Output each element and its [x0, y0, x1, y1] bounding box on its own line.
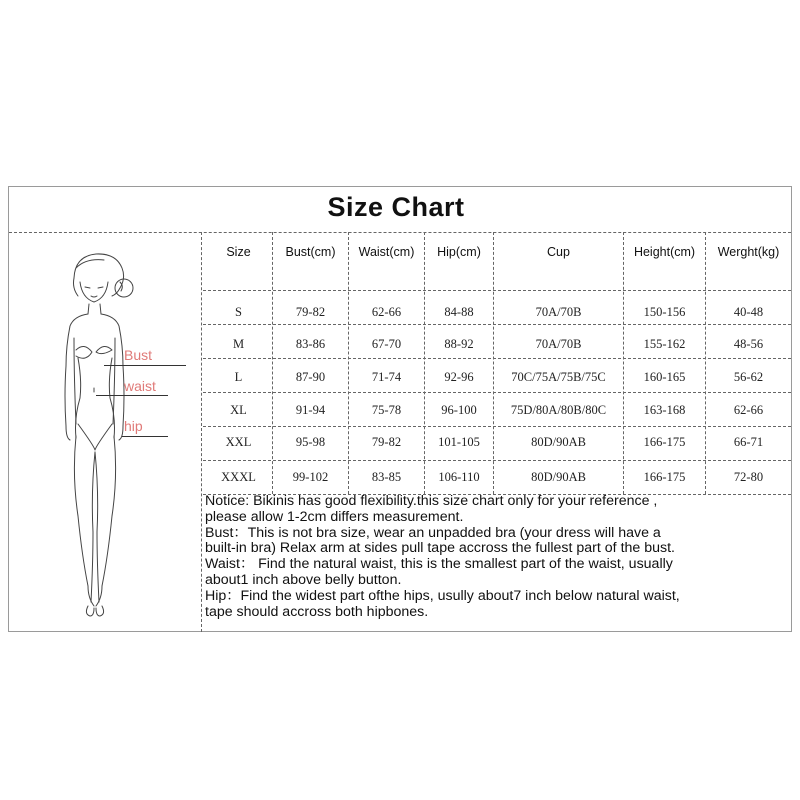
cell-waist: 71-74	[371, 369, 402, 384]
notes-line: Waist： Find the natural waist, this is the smallest part of the waist, usually	[205, 556, 673, 573]
cell-cup: 80D/90AB	[531, 434, 586, 449]
cell-cup: 70C/75A/75B/75C	[511, 369, 606, 384]
notes-line: Hip：Find the widest part ofthe hips, usully about7 inch below natural waist,	[205, 587, 680, 604]
cell-bust: 83-86	[295, 336, 326, 351]
notes-line: about1 inch above belly button.	[205, 571, 402, 588]
cell-height: 166-175	[643, 469, 686, 484]
cell-cup: 80D/90AB	[531, 469, 586, 484]
cell-bust: 79-82	[295, 304, 326, 319]
header-weight: Werght(kg)	[717, 245, 780, 259]
body-figure-illustration	[40, 238, 200, 628]
cell-waist: 79-82	[371, 434, 402, 449]
notes-line: please allow 1-2cm differs measurement.	[205, 508, 464, 525]
cell-hip: 96-100	[441, 402, 477, 417]
header-hip: Hip(cm)	[437, 245, 481, 259]
notes-line: built-in bra) Relax arm at sides pull tape accross the fullest part of the bust.	[205, 540, 675, 557]
hip-pointer-line	[122, 436, 168, 437]
title-text: Size Chart	[327, 192, 465, 222]
cell-height: 166-175	[643, 434, 686, 449]
cell-height: 160-165	[643, 369, 686, 384]
cell-weight: 72-80	[733, 469, 764, 484]
cell-size: S	[235, 304, 242, 319]
notes-line: tape should accross both hipbones.	[205, 603, 429, 620]
page-title	[0, 192, 800, 223]
cell-hip: 92-96	[444, 369, 474, 384]
bust-label: Bust	[124, 347, 153, 363]
cell-size: XXL	[225, 434, 252, 449]
cell-waist: 62-66	[371, 304, 402, 319]
cell-weight: 56-62	[733, 369, 764, 384]
cell-cup: 70A/70B	[535, 336, 582, 351]
cell-bust: 91-94	[295, 402, 326, 417]
header-waist: Waist(cm)	[358, 245, 415, 259]
header-cup: Cup	[547, 245, 570, 259]
notes-line: Bust：This is not bra size, wear an unpadded bra (your dress will have a	[205, 524, 661, 541]
waist-label: waist	[124, 378, 156, 394]
cell-weight: 48-56	[733, 336, 764, 351]
cell-hip: 106-110	[438, 469, 480, 484]
figure-divider	[201, 232, 202, 632]
cell-height: 155-162	[643, 336, 686, 351]
notes-line: Notice: Bikinis has good flexibility.this size chart only for your reference ,	[205, 493, 658, 509]
cell-bust: 99-102	[292, 469, 329, 484]
waist-pointer-line	[96, 395, 168, 396]
cell-waist: 75-78	[371, 402, 402, 417]
cell-waist: 83-85	[371, 469, 402, 484]
row-divider	[203, 290, 791, 291]
bust-pointer-line	[104, 365, 186, 366]
cell-weight: 62-66	[733, 402, 764, 417]
cell-height: 163-168	[643, 402, 686, 417]
cell-weight: 40-48	[733, 304, 764, 319]
cell-hip: 101-105	[438, 434, 480, 449]
cell-height: 150-156	[643, 304, 686, 319]
cell-bust: 95-98	[295, 434, 326, 449]
header-size: Size	[226, 245, 251, 259]
cell-size: XXXL	[221, 469, 256, 484]
notes-block	[205, 494, 790, 620]
cell-waist: 67-70	[371, 336, 402, 351]
cell-cup: 75D/80A/80B/80C	[510, 402, 607, 417]
cell-cup: 70A/70B	[535, 304, 582, 319]
cell-size: L	[234, 369, 243, 384]
cell-bust: 87-90	[295, 369, 326, 384]
hip-label: hip	[124, 418, 143, 434]
header-bust: Bust(cm)	[285, 245, 336, 259]
cell-weight: 66-71	[733, 434, 764, 449]
cell-hip: 88-92	[444, 336, 474, 351]
cell-size: M	[232, 336, 245, 351]
header-height: Height(cm)	[633, 245, 696, 259]
cell-hip: 84-88	[444, 304, 474, 319]
cell-size: XL	[230, 402, 247, 417]
